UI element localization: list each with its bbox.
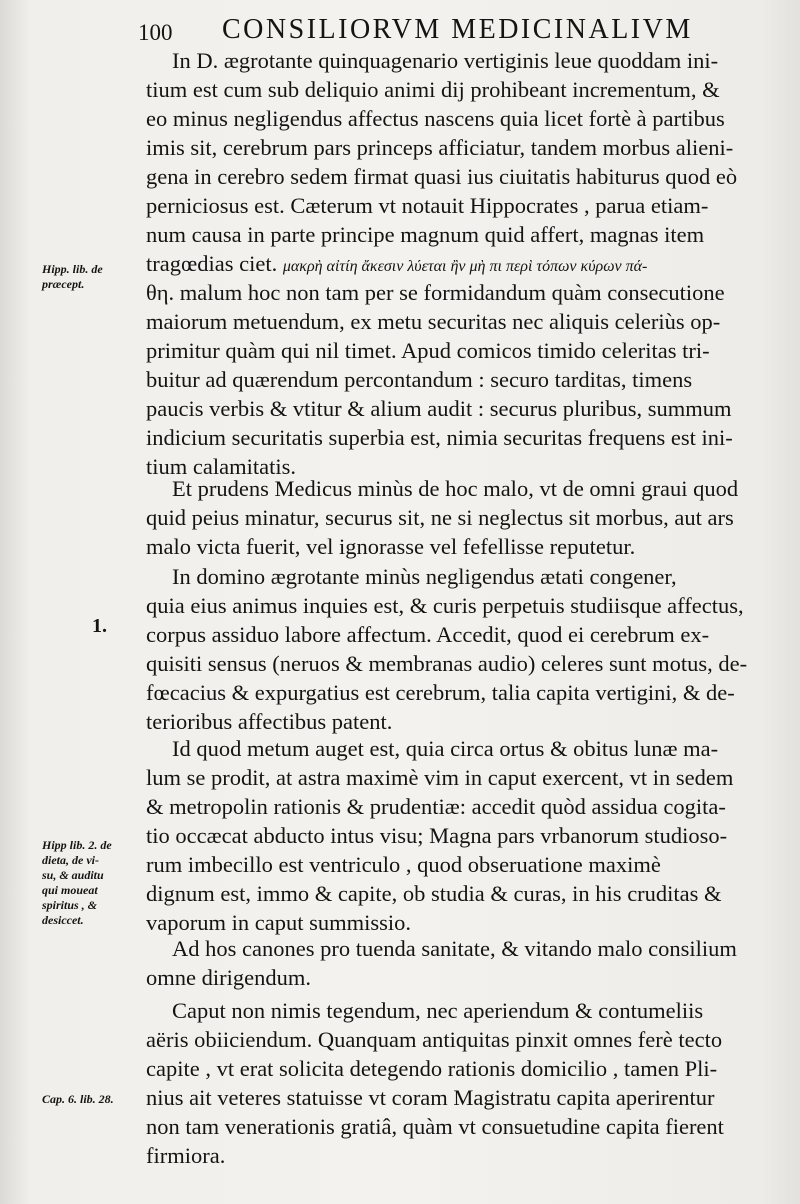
text-line: buitur ad quærendum percontandum : securo tarditas, timens [146, 367, 693, 392]
text-line: terioribus affectibus patent. [146, 709, 393, 734]
text-line: indicium securitatis superbia est, nimia securitas frequens est ini- [146, 425, 733, 450]
text-line: eo minus negligendus affectus nascens quia licet fortè à partibus [146, 106, 725, 131]
text-line: & metropolin rationis & prudentiæ: accedit quòd assidua cogita- [146, 794, 726, 819]
text-line: tium est cum sub deliquio animi dij prohibeant incrementum, & [146, 77, 720, 102]
text-line: dignum est, immo & capite, ob studia & curas, in his cruditas & [146, 881, 722, 906]
text-line: rum imbecillo est ventriculo , quod obseruatione maximè [146, 852, 661, 877]
margin-note-hipp-dieta: Hipp lib. 2. de dieta, de vi- su, & auditu qui moueat spiritus , & desiccet. [42, 838, 112, 927]
text-line: lum se prodit, at astra maximè vim in caput exercent, vt in sedem [146, 765, 734, 790]
text-line: fœcacius & expurgatius est cerebrum, talia capita vertigini, & de- [146, 680, 735, 705]
text-line: gena in cerebro sedem firmat quasi ius ciuitatis habiturus quod eò [146, 164, 738, 189]
text-line: tium calamitatis. [146, 454, 296, 479]
page-number: 100 [138, 20, 173, 45]
text-line: corpus assiduo labore affectum. Accedit, quod ei cerebrum ex- [146, 622, 710, 647]
text-line: perniciosus est. Cæterum vt notauit Hippocrates , parua etiam- [146, 193, 709, 218]
text-line: Id quod metum auget est, quia circa ortus & obitus lunæ ma- [172, 736, 719, 761]
text-line: θη. malum hoc non tam per se formidandum quàm consecutione [146, 280, 725, 305]
text-line: quisiti sensus (neruos & membranas audio) celeres sunt motus, de- [146, 651, 748, 676]
text-line: Caput non nimis tegendum, nec aperiendum & contumeliis [172, 998, 704, 1023]
text-line: paucis verbis & vtitur & alium audit : securus pluribus, summum [146, 396, 732, 421]
margin-note-hipp-praecept: Hipp. lib. de præcept. [42, 262, 103, 291]
running-title: CONSILIORVM MEDICINALIVM [222, 14, 693, 45]
text-line: Ad hos canones pro tuenda sanitate, & vitando malo consilium [172, 936, 737, 961]
page-header [138, 14, 798, 48]
margin-note-pliny: Cap. 6. lib. 28. [42, 1092, 114, 1106]
paragraph-marker: 1. [92, 615, 107, 637]
text-line: imis sit, cerebrum pars princeps afficiatur, tandem morbus alieni- [146, 135, 734, 160]
text-line: vaporum in caput summissio. [146, 910, 411, 935]
text-fragment: tragœdias ciet. [146, 251, 278, 276]
text-line: In domino ægrotante minùs negligendus ætati congener, [172, 564, 677, 589]
text-line: nius ait veteres statuisse vt coram Magistratu capita aperirentur [146, 1085, 715, 1110]
text-line: In D. ægrotante quinquagenario vertiginis leue quoddam ini- [172, 48, 719, 73]
text-line: quia eius animus inquies est, & curis perpetuis studiisque affectus, [146, 593, 744, 618]
text-line: Et prudens Medicus minùs de hoc malo, vt de omni graui quod [172, 476, 739, 501]
text-line: primitur quàm qui nil timet. Apud comicos timido celeritas tri- [146, 338, 710, 363]
text-line: malo victa fuerit, vel ignorasse vel fefellisse reputetur. [146, 534, 636, 559]
text-line: num causa in parte principe magnum quid affert, magnas item [146, 222, 705, 247]
text-line [146, 249, 647, 279]
text-line: non tam venerationis gratiâ, quàm vt consuetudine capita fierent [146, 1114, 724, 1139]
text-line: quid peius minatur, securus sit, ne si neglectus sit morbus, aut ars [146, 505, 734, 530]
text-line: capite , vt erat solicita detegendo rationis domicilio , tamen Pli- [146, 1056, 718, 1081]
greek-quotation: μακρὴ αἰτίη ἄκεσιν λύεται ἢν μὴ πι περὶ τόπων κύρων πά- [282, 258, 648, 275]
text-line: firmiora. [146, 1143, 226, 1168]
text-line: omne dirigendum. [146, 965, 311, 990]
text-line: tio occæcat abducto intus visu; Magna pars vrbanorum studioso- [146, 823, 728, 848]
text-line: maiorum metuendum, ex metu securitas nec aliquis celeriùs op- [146, 309, 721, 334]
text-line: aëris obiiciendum. Quanquam antiquitas pinxit omnes ferè tecto [146, 1027, 723, 1052]
